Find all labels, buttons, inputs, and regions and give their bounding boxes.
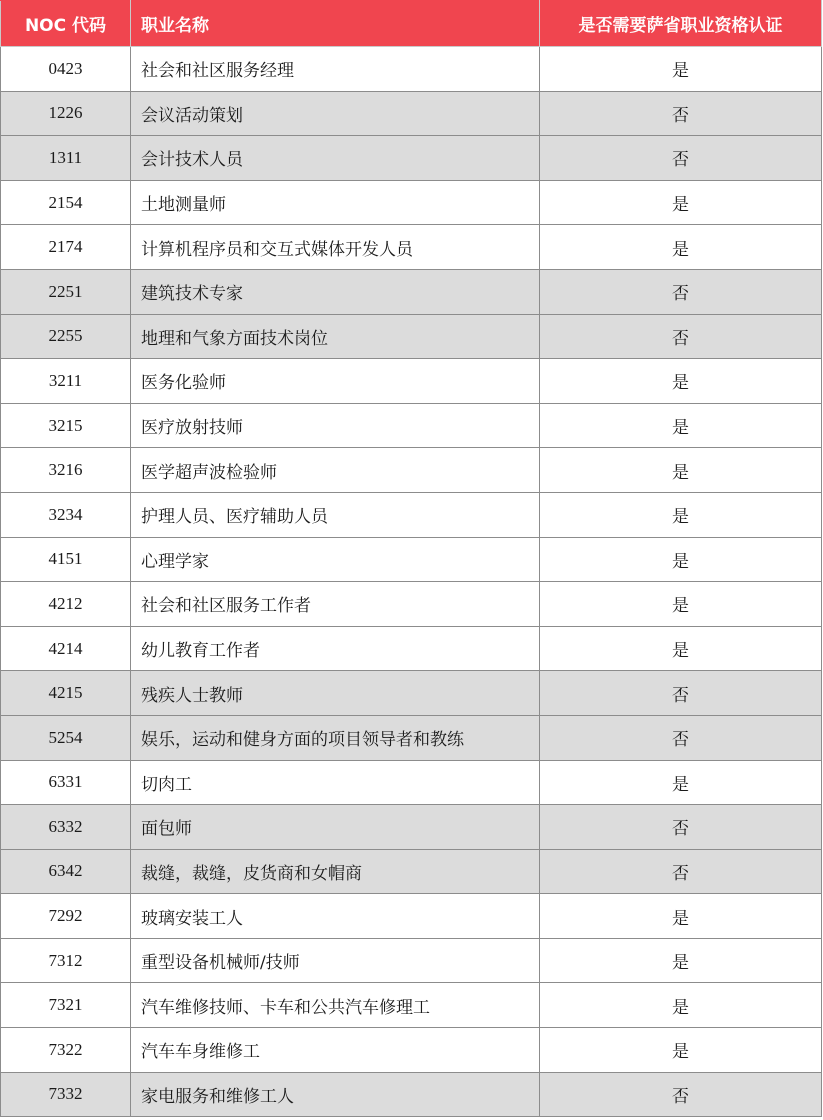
- occupation-name-cell: 计算机程序员和交互式媒体开发人员: [131, 225, 540, 270]
- occupation-name-cell: 家电服务和维修工人: [131, 1072, 540, 1117]
- table-row: [1, 715, 822, 760]
- noc-code-cell: 7292: [1, 894, 131, 939]
- table-row: [1, 91, 822, 136]
- table-row: [1, 1072, 822, 1117]
- occupation-name-cell: 心理学家: [131, 537, 540, 582]
- certification-required-cell: 是: [540, 448, 822, 493]
- certification-required-cell: 是: [540, 938, 822, 983]
- occupation-name-cell: 地理和气象方面技术岗位: [131, 314, 540, 359]
- occupation-name-cell: 玻璃安装工人: [131, 894, 540, 939]
- table-row: [1, 671, 822, 716]
- noc-code-cell: 7321: [1, 983, 131, 1028]
- occupation-name-cell: 护理人员、医疗辅助人员: [131, 492, 540, 537]
- noc-code-cell: 6332: [1, 805, 131, 850]
- table-body: [1, 47, 822, 1117]
- noc-code-cell: 2174: [1, 225, 131, 270]
- noc-code-cell: 4212: [1, 582, 131, 627]
- table-row: [1, 849, 822, 894]
- occupation-name-cell: 面包师: [131, 805, 540, 850]
- table-row: [1, 269, 822, 314]
- certification-required-cell: 否: [540, 136, 822, 181]
- occupation-name-cell: 裁缝，裁缝，皮货商和女帽商: [131, 849, 540, 894]
- certification-required-cell: 是: [540, 983, 822, 1028]
- header-certification-required: 是否需要萨省职业资格认证: [540, 1, 822, 47]
- noc-code-cell: 2154: [1, 180, 131, 225]
- occupation-name-cell: 娱乐，运动和健身方面的项目领导者和教练: [131, 715, 540, 760]
- occupation-name-cell: 切肉工: [131, 760, 540, 805]
- certification-required-cell: 否: [540, 1072, 822, 1117]
- certification-required-cell: 是: [540, 760, 822, 805]
- occupation-name-cell: 医务化验师: [131, 359, 540, 404]
- table-row: [1, 403, 822, 448]
- occupation-name-cell: 重型设备机械师/技师: [131, 938, 540, 983]
- occupation-name-cell: 社会和社区服务工作者: [131, 582, 540, 627]
- header-noc-code: NOC 代码: [1, 1, 131, 47]
- table-row: [1, 894, 822, 939]
- occupation-name-cell: 医学超声波检验师: [131, 448, 540, 493]
- certification-required-cell: 否: [540, 91, 822, 136]
- occupation-name-cell: 残疾人士教师: [131, 671, 540, 716]
- noc-code-cell: 4151: [1, 537, 131, 582]
- occupation-name-cell: 汽车车身维修工: [131, 1028, 540, 1073]
- table-row: [1, 225, 822, 270]
- noc-code-cell: 1226: [1, 91, 131, 136]
- noc-code-cell: 7332: [1, 1072, 131, 1117]
- noc-code-cell: 5254: [1, 715, 131, 760]
- certification-required-cell: 否: [540, 715, 822, 760]
- noc-code-cell: 7322: [1, 1028, 131, 1073]
- table-row: [1, 136, 822, 181]
- noc-code-cell: 2255: [1, 314, 131, 359]
- table-row: [1, 626, 822, 671]
- certification-required-cell: 否: [540, 805, 822, 850]
- table-header: [1, 1, 822, 47]
- certification-required-cell: 是: [540, 47, 822, 92]
- noc-code-cell: 3211: [1, 359, 131, 404]
- occupation-name-cell: 社会和社区服务经理: [131, 47, 540, 92]
- table-row: [1, 1028, 822, 1073]
- certification-required-cell: 是: [540, 626, 822, 671]
- noc-code-cell: 4214: [1, 626, 131, 671]
- certification-required-cell: 是: [540, 537, 822, 582]
- header-occupation-name: 职业名称: [131, 1, 540, 47]
- noc-code-cell: 3234: [1, 492, 131, 537]
- noc-code-cell: 6331: [1, 760, 131, 805]
- certification-required-cell: 是: [540, 225, 822, 270]
- table-row: [1, 760, 822, 805]
- occupation-name-cell: 建筑技术专家: [131, 269, 540, 314]
- certification-required-cell: 是: [540, 492, 822, 537]
- noc-code-cell: 4215: [1, 671, 131, 716]
- certification-required-cell: 是: [540, 894, 822, 939]
- table-row: [1, 582, 822, 627]
- table-row: [1, 805, 822, 850]
- certification-required-cell: 是: [540, 180, 822, 225]
- noc-code-cell: 3215: [1, 403, 131, 448]
- table-row: [1, 314, 822, 359]
- certification-required-cell: 否: [540, 269, 822, 314]
- noc-code-cell: 1311: [1, 136, 131, 181]
- occupation-name-cell: 医疗放射技师: [131, 403, 540, 448]
- table-row: [1, 359, 822, 404]
- table-row: [1, 448, 822, 493]
- table-row: [1, 537, 822, 582]
- noc-code-cell: 2251: [1, 269, 131, 314]
- certification-required-cell: 否: [540, 671, 822, 716]
- certification-required-cell: 是: [540, 359, 822, 404]
- certification-required-cell: 是: [540, 403, 822, 448]
- header-row: [1, 1, 822, 47]
- noc-code-cell: 3216: [1, 448, 131, 493]
- occupation-name-cell: 会议活动策划: [131, 91, 540, 136]
- occupation-name-cell: 土地测量师: [131, 180, 540, 225]
- certification-required-cell: 否: [540, 314, 822, 359]
- certification-required-cell: 是: [540, 582, 822, 627]
- noc-code-cell: 0423: [1, 47, 131, 92]
- noc-code-cell: 7312: [1, 938, 131, 983]
- occupation-name-cell: 会计技术人员: [131, 136, 540, 181]
- table-row: [1, 938, 822, 983]
- table-row: [1, 47, 822, 92]
- table-row: [1, 492, 822, 537]
- noc-code-cell: 6342: [1, 849, 131, 894]
- occupation-name-cell: 幼儿教育工作者: [131, 626, 540, 671]
- certification-required-cell: 是: [540, 1028, 822, 1073]
- table-row: [1, 983, 822, 1028]
- table-row: [1, 180, 822, 225]
- certification-required-cell: 否: [540, 849, 822, 894]
- occupation-name-cell: 汽车维修技师、卡车和公共汽车修理工: [131, 983, 540, 1028]
